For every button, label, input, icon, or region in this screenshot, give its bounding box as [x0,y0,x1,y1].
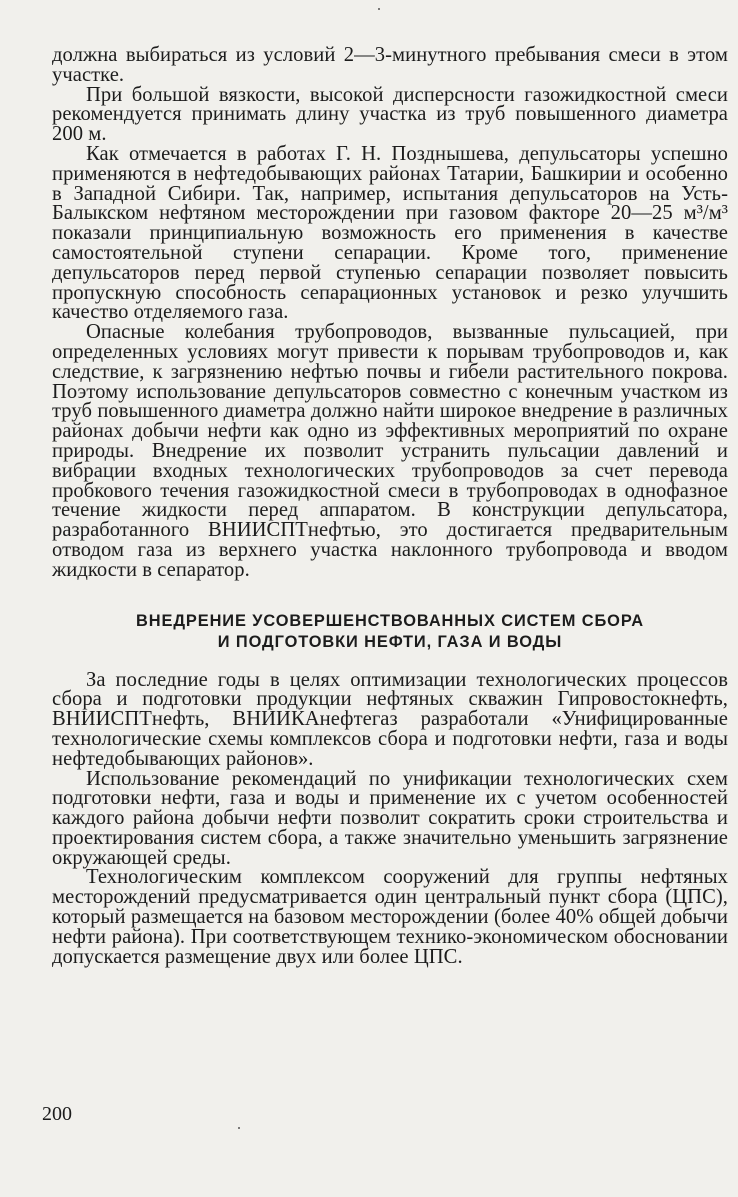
paragraph-viscosity: При большой вязкости, высокой дисперсности газожидкостной смеси рекомендуется принимать длину участка из труб повышенного диаметра 200 м. [52,83,728,146]
scan-speck [378,8,380,10]
section-heading-line-2: И ПОДГОТОВКИ НЕФТИ, ГАЗА И ВОДЫ [217,632,563,651]
paragraph-recommendations: Использование рекомендаций по унификации технологических схем подготовки нефти, газа и воды и применение их с учетом особенностей каждого района добычи нефти позволит сократить сроки строительства и проектирования систем сбора, а также значительно уменьшить загрязнение окружающей среды. [52,767,728,869]
paragraph-central-point: Технологическим комплексом сооружений для группы нефтяных месторождений предусматривается один центральный пункт сбора (ЦПС), который размещается на базовом месторождении (более 40% общей добычи нефти района). При соответствующем технико-экономическом обосновании допускается размещение двух или более ЦПС. [52,866,728,968]
scan-speck [238,1127,240,1129]
paragraph-unified-schemes: За последние годы в целях оптимизации технологических процессов сбора и подготовки продукции нефтяных скважин Гипровостокнефть, ВНИИСПТнефть, ВНИИКАнефтегаз разработали «Унифицированные технологические схемы комплексов сбора и подготовки нефти, газа и воды нефтедобывающих районов». [52,668,728,770]
section-heading-line-1: ВНЕДРЕНИЕ УСОВЕРШЕНСТВОВАННЫХ СИСТЕМ СБОРА [136,611,644,630]
paragraph-pozdnyshev: Как отмечается в работах Г. Н. Позднышева, депульсаторы успешно применяются в нефтедобывающих районах Татарии, Башкирии и особенно в Западной Сибири. Так, например, испытания депульсаторов на Усть-Балыкском нефтяном месторождении при газовом факторе 20—25 м³/м³ показали принципиальную возможность его применения в качестве самостоятельной ступени сепарации. Кроме того, применение депульсаторов перед первой ступенью сепарации позволяет повысить пропускную способность сепарационных установок и резко улучшить качество отделяемого газа. [52,142,728,324]
section-heading [52,611,728,653]
paragraph-oscillations: Опасные колебания трубопроводов, вызванные пульсацией, при определенных условиях могут привести к порывам трубопроводов и, как следствие, к загрязнению нефтью почвы и гибели растительного покрова. Поэтому использование депульсаторов совместно с конечным участком из труб повышенного диаметра должно найти широкое внедрение в различных районах добычи нефти как одно из эффективных мероприятий по охране природы. Внедрение их позволит устранить пульсации давлений и вибрации входных технологических трубопроводов за счет перевода пробкового течения газожидкостной смеси в трубопроводах в однофазное течение жидкости перед аппаратом. В конструкции депульсатора, разработанного ВНИИСПТнефтью, это достигается предварительным отводом газа из верхнего участка наклонного трубопровода и вводом жидкости в сепаратор. [52,321,728,581]
page-number: 200 [42,1103,72,1125]
page-body [52,46,728,967]
paragraph-continuation: должна выбираться из условий 2—3-минутного пребывания смеси в этом участке. [52,44,728,86]
